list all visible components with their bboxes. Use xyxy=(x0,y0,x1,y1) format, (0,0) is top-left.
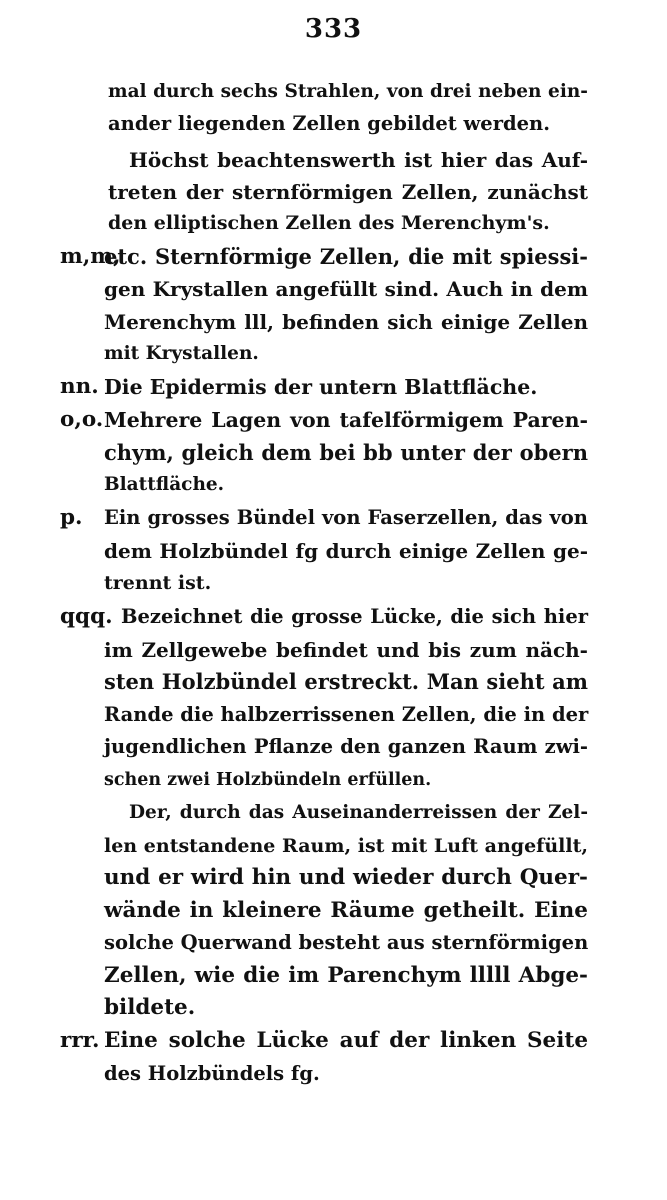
item-marker: p. xyxy=(60,505,83,530)
text-line: Eine solche Lücke auf der linken Seite xyxy=(104,1028,588,1053)
text-line: den elliptischen Zellen des Merenchym's. xyxy=(108,212,550,234)
text-line: Mehrere Lagen von tafelförmigem Paren- xyxy=(104,408,588,432)
item-marker: qqq. xyxy=(60,604,113,629)
item-marker: o,o. xyxy=(60,407,104,432)
text-line: jugendlichen Pflanze den ganzen Raum zwi- xyxy=(104,735,588,758)
text-line: Der, durch das Auseinanderreissen der Zel- xyxy=(129,802,588,823)
text-line: etc. Sternförmige Zellen, die mit spiessi- xyxy=(104,244,588,269)
text-line: Merenchym lll, befinden sich einige Zellen xyxy=(104,310,588,334)
text-line: Bezeichnet die grosse Lücke, die sich hier xyxy=(121,605,588,628)
text-line: treten der sternförmigen Zellen, zunächst xyxy=(108,180,588,204)
text-line: Zellen, wie die im Parenchym lllll Abge- xyxy=(104,963,588,988)
text-line: mal durch sechs Strahlen, von drei neben ein- xyxy=(108,81,588,102)
text-line: Rande die halbzerrissenen Zellen, die in der xyxy=(104,703,589,726)
text-line: des Holzbündels fg. xyxy=(104,1062,320,1085)
text-line: solche Querwand besteht aus sternförmigen xyxy=(104,931,589,954)
text-line: chym, gleich dem bei bb unter der obern xyxy=(104,440,588,465)
text-line: len entstandene Raum, ist mit Luft angefüllt, xyxy=(104,835,588,857)
text-line: gen Krystallen angefüllt sind. Auch in dem xyxy=(104,277,588,301)
text-line: Ein grosses Bündel von Faserzellen, das von xyxy=(104,506,588,529)
item-marker: rrr. xyxy=(60,1028,100,1053)
text-line: mit Krystallen. xyxy=(104,343,259,364)
text-line: ander liegenden Zellen gebildet werden. xyxy=(108,112,550,135)
text-line: und er wird hin und wieder durch Quer- xyxy=(104,865,588,890)
text-line: trennt ist. xyxy=(104,572,212,594)
item-marker: nn. xyxy=(60,374,99,399)
text-line: dem Holzbündel fg durch einige Zellen ge- xyxy=(104,539,588,563)
text-line: schen zwei Holzbündeln erfüllen. xyxy=(104,770,432,790)
item-marker: m,m, xyxy=(60,244,121,269)
text-line: im Zellgewebe befindet und bis zum näch- xyxy=(104,638,588,662)
text-line: Blattfläche. xyxy=(104,474,225,495)
text-line: wände in kleinere Räume getheilt. Eine xyxy=(104,898,588,923)
page-number: 333 xyxy=(304,14,363,44)
text-line: Die Epidermis der untern Blattfläche. xyxy=(104,375,538,399)
text-line: sten Holzbündel erstreckt. Man sieht am xyxy=(104,669,588,694)
text-line: Höchst beachtenswerth ist hier das Auf- xyxy=(129,148,588,172)
text-line: bildete. xyxy=(104,995,196,1020)
